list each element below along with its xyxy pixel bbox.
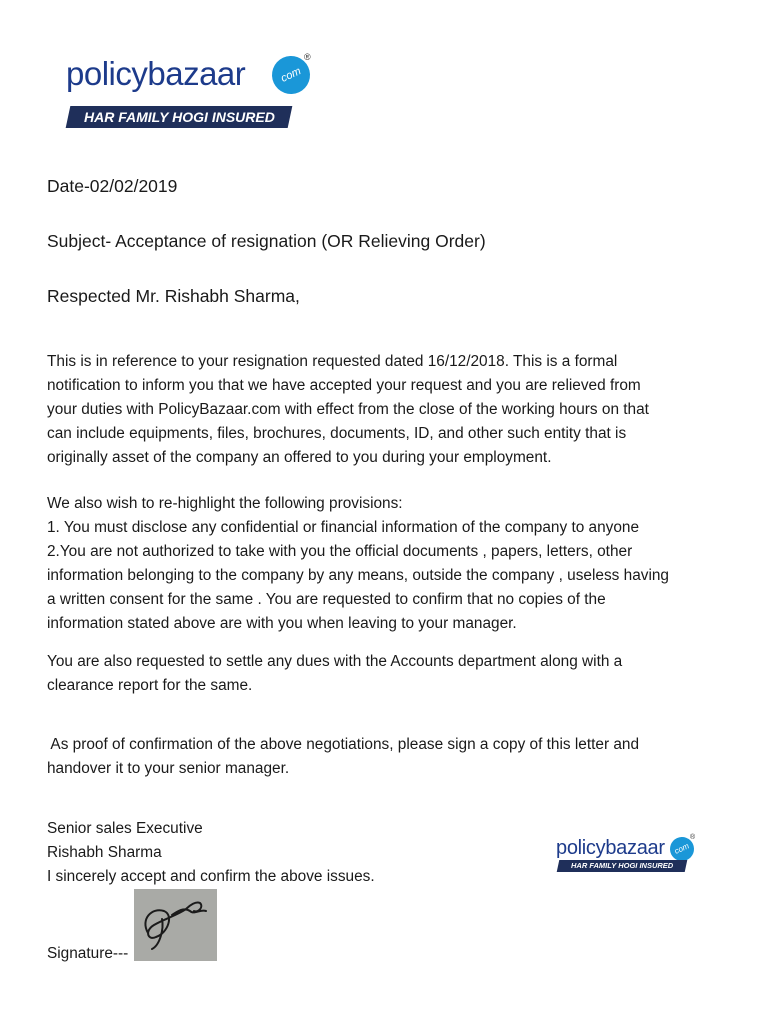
small-logo-wordmark: policybazaar bbox=[556, 837, 665, 859]
small-logo-tagline-band: HAR FAMILY HOGI INSURED bbox=[557, 860, 688, 872]
signature-label: Signature--- bbox=[47, 945, 129, 962]
letter-salutation: Respected Mr. Rishabh Sharma, bbox=[47, 286, 300, 306]
paragraph-confirmation: As proof of confirmation of the above negotiations, please sign a copy of this letter and handover it to your senior manager. bbox=[47, 736, 640, 777]
closing-name: Rishabh Sharma bbox=[47, 844, 162, 861]
letter-date: Date-02/02/2019 bbox=[47, 176, 178, 196]
handwritten-signature bbox=[134, 889, 217, 961]
small-registered-mark: ® bbox=[690, 834, 696, 841]
logo-wordmark: policybazaar bbox=[66, 55, 246, 92]
paragraph-provisions: We also wish to re-highlight the following provisions: 1. You must disclose any confidential or financial information of the company to anyone 2.You are not authorized to take with you the official documents , papers, letters, other information belonging to the company by any means, outside the company , useless having a written consent for the same . You are requested to confirm that no copies of the information stated above are with you when leaving to your manager. bbox=[47, 495, 669, 632]
closing-title: Senior sales Executive bbox=[47, 820, 203, 837]
small-logo-com-dot: com bbox=[666, 833, 698, 865]
closing-acceptance: I sincerely accept and confirm the above issues. bbox=[47, 868, 375, 885]
paragraph-reference: This is in reference to your resignation requested dated 16/12/2018. This is a formal notification to inform you that we have accepted your request and you are relieved from your duties with PolicyBazaar.com with effect from the close of the working hours on that can include equipments, files, brochures, documents, ID, and other such entity that is originally asset of the company an offered to you during your employment. bbox=[47, 353, 649, 466]
letter-subject: Subject- Acceptance of resignation (OR Relieving Order) bbox=[47, 231, 486, 251]
policybazaar-logo bbox=[66, 54, 316, 134]
paragraph-dues: You are also requested to settle any dues with the Accounts department along with a clearance report for the same. bbox=[47, 653, 623, 694]
logo-tagline-band: HAR FAMILY HOGI INSURED bbox=[66, 106, 293, 128]
signature-image bbox=[134, 889, 217, 961]
policybazaar-logo-small bbox=[556, 836, 706, 876]
logo-com-dot: com bbox=[266, 50, 316, 100]
registered-mark: ® bbox=[304, 52, 311, 62]
